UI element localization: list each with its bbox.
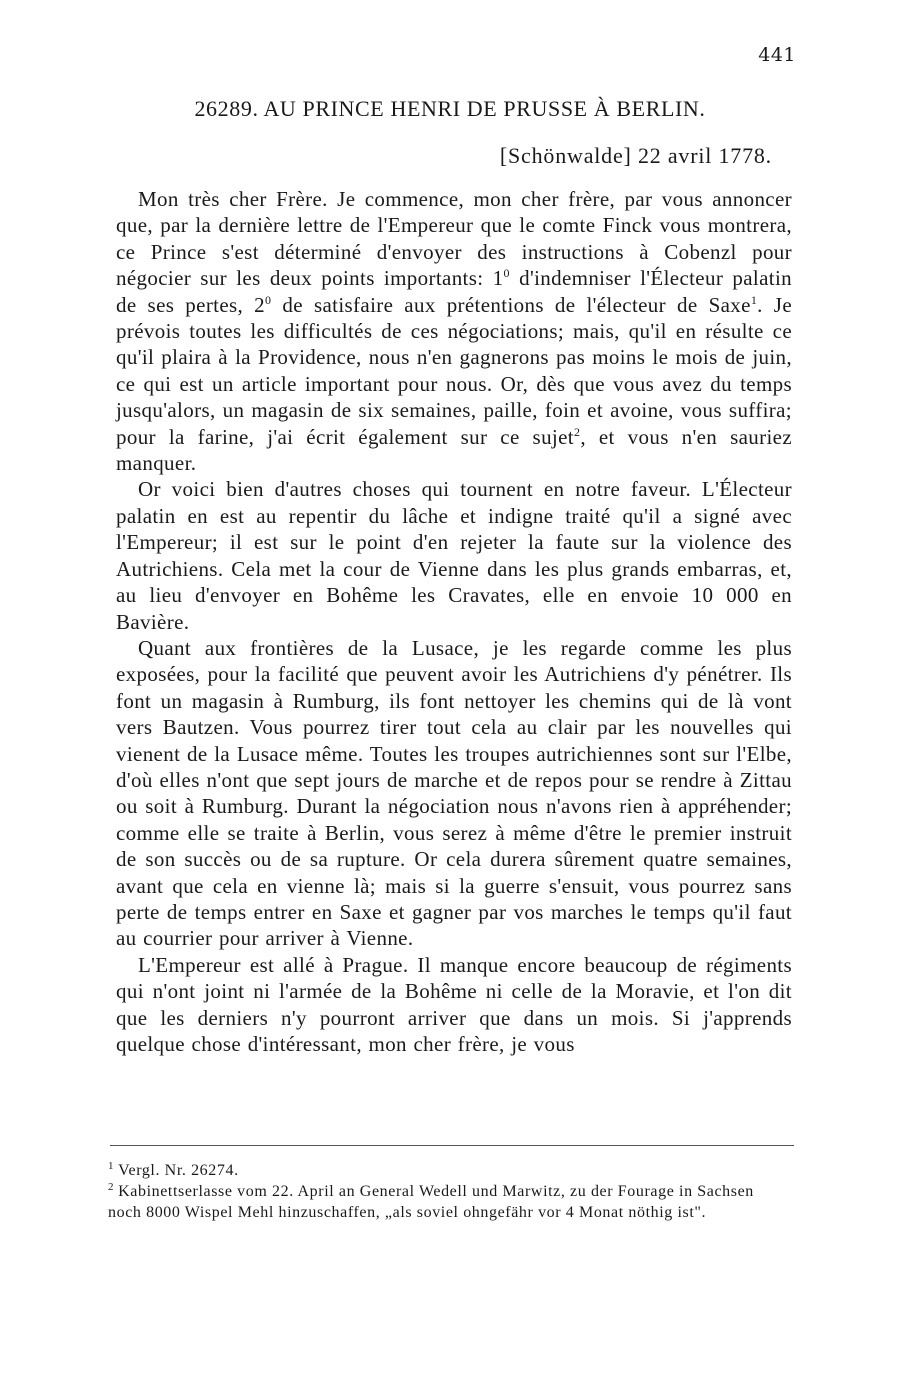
footnote-divider (110, 1145, 794, 1146)
paragraph-text: , et vous n'en sauriez manquer. (116, 424, 792, 476)
paragraph (116, 186, 792, 476)
footnote (108, 1160, 788, 1181)
letter-title: 26289. AU PRINCE HENRI DE PRUSSE À BERLIN. (194, 96, 706, 121)
footnote (108, 1181, 788, 1223)
footnote-number: 2 (108, 1180, 115, 1193)
footnote-text: Kabinettserlasse vom 22. April an General Wedell und Marwitz, zu der Fourage in Sachsen noch 8000 Wispel Mehl hinzuschaffen, „als soviel ohngefähr vor 4 Monat nöthig ist". (108, 1183, 754, 1221)
footnote-text: Vergl. Nr. 26274. (118, 1162, 239, 1179)
page-number: 441 (758, 44, 796, 66)
ordinal-superscript: 0 (503, 266, 510, 281)
paragraph-text: d'indemniser l'Électeur palatin de ses pertes, 2 (116, 266, 792, 317)
footnote-reference: 1 (750, 292, 758, 307)
dateline: [Schönwalde] 22 avril 1778. (499, 143, 772, 168)
paragraph: Or voici bien d'autres choses qui tournent en notre faveur. L'Électeur palatin en est au repentir du lâche et indigne traité qu'il a signé avec l'Empereur; il est sur le point d'en rejeter la faute sur la violence des Autrichiens. Cela met la cour de Vienne dans les plus grands embarras, et, au lieu d'envoyer en Bohême les Cravates, elle en envoie 10 000 en Bavière. (116, 477, 792, 634)
letter-body (116, 186, 792, 1057)
footnotes (108, 1160, 788, 1223)
footnote-number: 1 (108, 1159, 115, 1172)
paragraph: L'Empereur est allé à Prague. Il manque encore beaucoup de régiments qui n'ont joint ni l'armée de la Bohême ni celle de la Moravie, et l'on dit que les derniers n'y pourront arriver que dans un mois. Si j'apprends quelque chose d'intéressant, mon cher frère, je vous (116, 952, 792, 1056)
paragraph-text: Mon très cher Frère. Je commence, mon cher frère, par vous annoncer que, par la dernière lettre de l'Empereur que le comte Finck vous montrera, ce Prince s'est déterminé d'envoyer des instructions à Cobenzl pour négocier sur les deux points importants: 1 (116, 187, 792, 291)
paragraph-text: . Je prévois toutes les difficultés de ces négociations; mais, qu'il en résulte ce qu'il plaira à la Providence, nous n'en gagnerons pas moins le mois de juin, ce qui est un article important pour nous. Or, dès que vous avez du temps jusqu'alors, un magasin de six semaines, paille, foin et avoine, vous suffira; pour la farine, j'ai écrit également sur ce sujet (116, 292, 792, 449)
footnote-reference: 2 (573, 424, 581, 439)
paragraph-text: de satisfaire aux prétentions de l'électeur de Saxe (271, 292, 751, 317)
ordinal-superscript: 0 (265, 292, 272, 307)
paragraph: Quant aux frontières de la Lusace, je les regarde comme les plus exposées, pour la facilité que peuvent avoir les Autrichiens d'y pénétrer. Ils font un magasin à Rumburg, ils font nettoyer les chemins qui de là vont vers Bautzen. Vous pourrez tirer tout cela au clair par les nouvelles qui vienent de la Lusace même. Toutes les troupes autrichiennes sont sur l'Elbe, d'où elles n'ont que sept jours de marche et de repos pour se rendre à Zittau ou soit à Rumburg. Durant la négociation nous n'avons rien à appréhender; comme elle se traite à Berlin, vous serez à même d'être le premier instruit de son succès ou de sa rupture. Or cela durera sûrement quatre semaines, avant que cela en vienne là; mais si la guerre s'ensuit, vous pourrez sans perte de temps entrer en Saxe et gagner par vos marches le temps qu'il faut au courrier pour arriver à Vienne. (116, 635, 792, 951)
